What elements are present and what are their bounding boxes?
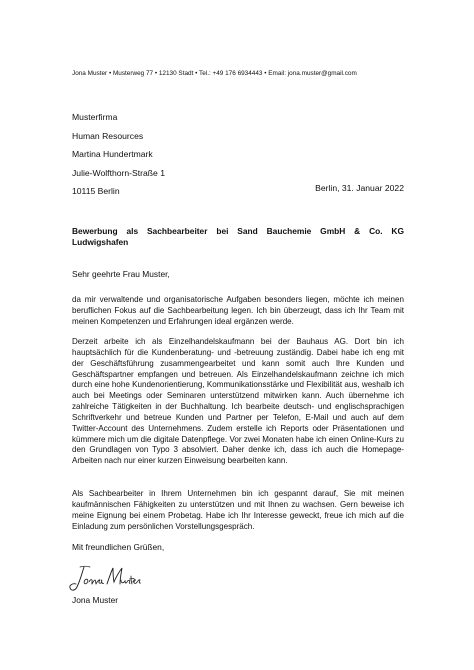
body-paragraph-2: Derzeit arbeite ich als Einzelhandelskaufmann bei der Bauhaus AG. Dort bin ich hauptsächlich für die Kundenberatung- und -betreuung zuständig. Dabei habe ich eng mit der Geschäftsführung zusammengearbeitet und kann somit auch Ihre Kunden und Geschäftspartner empfangen und betreuen. Als Einzelhandelskaufmann zeichne ich mich durch eine hohe Kundenorientierung, Kommunikationsstärke und Flexibilität aus, weshalb ich auch bei Meetings oder Seminaren unterstützend mitwirken kann. Auch übernehme ich zahlreiche Tätigkeiten in der Buchhaltung. Ich bearbeite deutsch- und englischsprachigen Schriftverkehr und betreue Kunden und Partner per Telefon, E-Mail und auch auf dem Twitter-Account des Unternehmens. Zudem erstelle ich Reports oder Präsentationen und kümmere mich um die digitale Datenpflege. Vor zwei Monaten habe ich einen Online-Kurs zu den Grundlagen von Typo 3 absolviert. Daher denke ich, dass ich auch die Homepage-Arbeiten nach nur einer kurzen Einweisung bearbeiten kann. — [72, 337, 404, 466]
letter-subject: Bewerbung als Sachbearbeiter bei Sand Bauchemie GmbH & Co. KG Ludwigshafen — [72, 226, 404, 247]
letter-date: Berlin, 31. Januar 2022 — [315, 183, 404, 193]
handwritten-signature — [68, 563, 148, 593]
recipient-street: Julie-Wolfthorn-Straße 1 — [72, 167, 165, 178]
recipient-department: Human Resources — [72, 130, 144, 141]
salutation: Sehr geehrte Frau Muster, — [72, 269, 170, 279]
body-paragraph-3: Als Sachbearbeiter in Ihrem Unternehmen bin ich gespannt darauf, Sie mit meinen kaufmännischen Fähigkeiten zu unterstützen und mit Ihnen zu wachsen. Gern beweise ich meine Eignung bei einem Probetag. Habe ich Ihr Interesse geweckt, freue ich mich auf die Einladung zum persönlichen Vorstellungsgespräch. — [72, 489, 404, 531]
signer-name: Jona Muster — [72, 595, 119, 605]
recipient-address-block — [72, 108, 165, 201]
recipient-city: 10115 Berlin — [72, 186, 120, 197]
sender-address-line: Jona Muster • Musterweg 77 • 12130 Stadt • Tel.: +49 176 6934443 • Email: jona.muster@gmail.com — [72, 70, 357, 77]
closing-phrase: Mit freundlichen Grüßen, — [72, 542, 165, 552]
recipient-name: Martina Hundertmark — [72, 149, 153, 160]
recipient-company: Musterfirma — [72, 112, 118, 122]
body-paragraph-1: da mir verwaltende und organisatorische Aufgaben besonders liegen, möchte ich meinen beruflichen Fokus auf die Sachbearbeitung legen. Ich bin überzeugt, dass ich Ihr Team mit meinen Kompetenzen und Erfahrungen ideal ergänzen werde. — [72, 295, 404, 326]
